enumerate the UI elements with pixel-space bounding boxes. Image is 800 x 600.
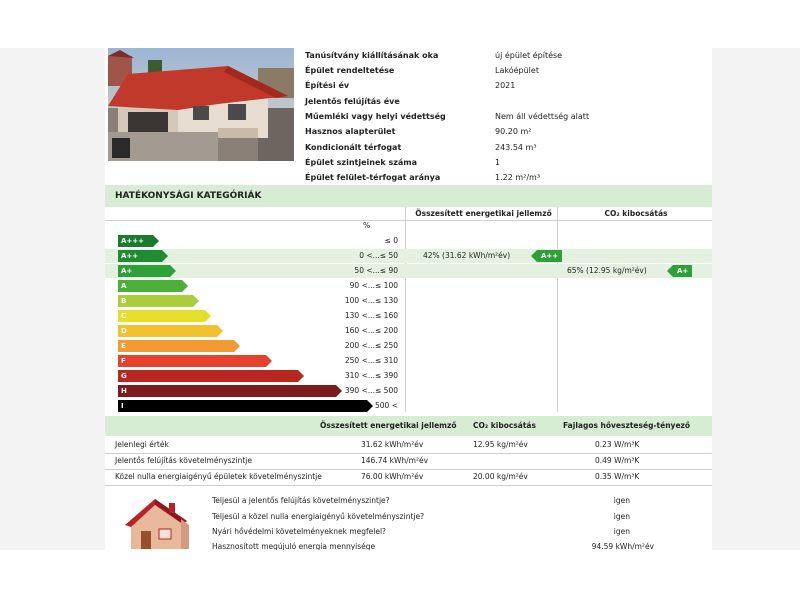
info-value: 90.20 m² <box>495 127 532 136</box>
category-bar <box>118 310 211 322</box>
right-margin <box>712 0 800 600</box>
highlight-band <box>105 249 712 263</box>
house-photo <box>108 48 294 161</box>
requirement-question: Nyári hővédelmi követelményeknek megfelel? <box>212 527 387 536</box>
category-range: 390 <...≤ 500 <box>344 386 398 395</box>
info-label: Építési év <box>305 81 350 90</box>
requirement-question: Teljesül a jelentős felújítás követelményszintje? <box>212 496 390 505</box>
summary-row <box>105 453 712 470</box>
summary-energy: 146.74 kWh/m²év <box>361 456 429 465</box>
category-label: D <box>118 325 217 337</box>
summary-heat-header: Fajlagos hőveszteség-tényező <box>563 421 691 430</box>
bottom-blank <box>0 550 800 600</box>
category-bar <box>118 265 176 277</box>
category-label: C <box>118 310 205 322</box>
info-value: új épület építése <box>495 51 563 60</box>
summary-label: Jelenlegi érték <box>115 440 169 449</box>
category-label: H <box>118 385 336 397</box>
requirement-question: Teljesül a közel nulla energiaigényű követelményszintje? <box>212 512 425 521</box>
category-range: 90 <...≤ 100 <box>349 281 398 290</box>
info-value: 2021 <box>495 81 516 90</box>
category-range: 50 <...≤ 90 <box>354 266 398 275</box>
summary-energy: 76.00 kWh/m²év <box>361 472 424 481</box>
requirement-answer: 94.59 kWh/m²év <box>591 542 654 550</box>
bar-arrow <box>153 235 159 247</box>
info-value: 243.54 m³ <box>495 143 537 152</box>
summary-row <box>105 469 712 486</box>
category-label: A <box>118 280 182 292</box>
category-label: G <box>118 370 298 382</box>
requirement-answer: igen <box>613 527 630 536</box>
summary-heat: 0.23 W/m³K <box>595 440 640 449</box>
info-label: Tanúsítvány kiállításának oka <box>305 51 439 60</box>
info-label: Jelentős felújítás éve <box>305 97 400 106</box>
energy-rating-value: 42% (31.62 kWh/m²év) <box>423 251 511 260</box>
bar-arrow <box>217 325 223 337</box>
category-bar <box>118 280 188 292</box>
category-range: 160 <...≤ 200 <box>344 326 398 335</box>
summary-energy-header: Összesített energetikai jellemző <box>320 421 457 430</box>
summary-co2: 12.95 kg/m²év <box>473 440 528 449</box>
bar-arrow <box>193 295 199 307</box>
categories-header: HATÉKONYSÁGI KATEGÓRIÁK <box>105 185 712 207</box>
co2-column-header: CO₂ kibocsátás <box>604 209 668 218</box>
co2-rating-class: A+ <box>673 265 692 277</box>
co2-rating-value: 65% (12.95 kg/m²év) <box>567 266 647 275</box>
energy-rating-marker <box>531 250 562 262</box>
category-bar <box>118 295 199 307</box>
house-icon <box>125 497 191 550</box>
category-label: I <box>118 400 367 412</box>
info-value: Lakóépület <box>495 66 539 75</box>
category-label: A+ <box>118 265 170 277</box>
summary-co2: 20.00 kg/m²év <box>473 472 528 481</box>
category-label: E <box>118 340 234 352</box>
info-label: Hasznos alapterület <box>305 127 396 136</box>
category-label: F <box>118 355 266 367</box>
bar-arrow <box>182 280 188 292</box>
energy-rating-class: A++ <box>537 250 562 262</box>
info-value: 1 <box>495 158 501 167</box>
category-bar <box>118 370 304 382</box>
percent-label: % <box>363 221 371 230</box>
top-blank <box>0 0 800 48</box>
category-range: 100 <...≤ 130 <box>344 296 398 305</box>
info-label: Épület felület-térfogat aránya <box>305 173 441 182</box>
header-divider <box>105 220 712 221</box>
category-range: 250 <...≤ 310 <box>344 356 398 365</box>
summary-row <box>105 437 712 454</box>
info-label: Kondicionált térfogat <box>305 143 402 152</box>
co2-rating-marker <box>667 265 692 277</box>
energy-column-header: Összesített energetikai jellemző <box>415 209 552 218</box>
summary-heat: 0.35 W/m³K <box>595 472 640 481</box>
summary-label: Jelentős felújítás követelményszintje <box>115 456 252 465</box>
requirement-question: Hasznosított megújuló energia mennyisége <box>212 542 376 550</box>
summary-co2-header: CO₂ kibocsátás <box>473 421 536 430</box>
info-label: Épület szintjeinek száma <box>305 158 418 167</box>
category-range: ≤ 0 <box>384 236 398 245</box>
category-range: 500 < <box>375 401 398 410</box>
energy-certificate-page <box>105 48 712 550</box>
category-range: 130 <...≤ 160 <box>344 311 398 320</box>
bar-arrow <box>234 340 240 352</box>
category-range: 0 <...≤ 50 <box>359 251 398 260</box>
category-bar <box>118 355 272 367</box>
category-bar <box>118 340 240 352</box>
category-bar <box>118 235 159 247</box>
bar-arrow <box>266 355 272 367</box>
summary-header <box>105 416 712 436</box>
info-label: Műemléki vagy helyi védettség <box>305 112 446 121</box>
category-bar <box>118 325 223 337</box>
requirement-answer: igen <box>613 512 630 521</box>
summary-label: Közel nulla energiaigényű épületek követelményszintje <box>115 472 322 481</box>
category-range: 200 <...≤ 250 <box>344 341 398 350</box>
bar-arrow <box>205 310 211 322</box>
info-value: 1.22 m²/m³ <box>495 173 541 182</box>
info-value: Nem áll védettség alatt <box>495 112 590 121</box>
bar-arrow <box>298 370 304 382</box>
left-margin <box>0 0 105 600</box>
column-divider <box>405 207 406 412</box>
summary-energy: 31.62 kWh/m²év <box>361 440 424 449</box>
summary-heat: 0.49 W/m³K <box>595 456 640 465</box>
category-label: A+++ <box>118 235 153 247</box>
info-label: Épület rendeltetése <box>305 66 395 75</box>
category-label: A++ <box>118 250 162 262</box>
column-divider <box>557 207 558 412</box>
category-label: B <box>118 295 193 307</box>
bar-arrow <box>170 265 176 277</box>
requirement-answer: igen <box>613 496 630 505</box>
bar-arrow <box>162 250 168 262</box>
category-bar <box>118 250 168 262</box>
category-range: 310 <...≤ 390 <box>344 371 398 380</box>
